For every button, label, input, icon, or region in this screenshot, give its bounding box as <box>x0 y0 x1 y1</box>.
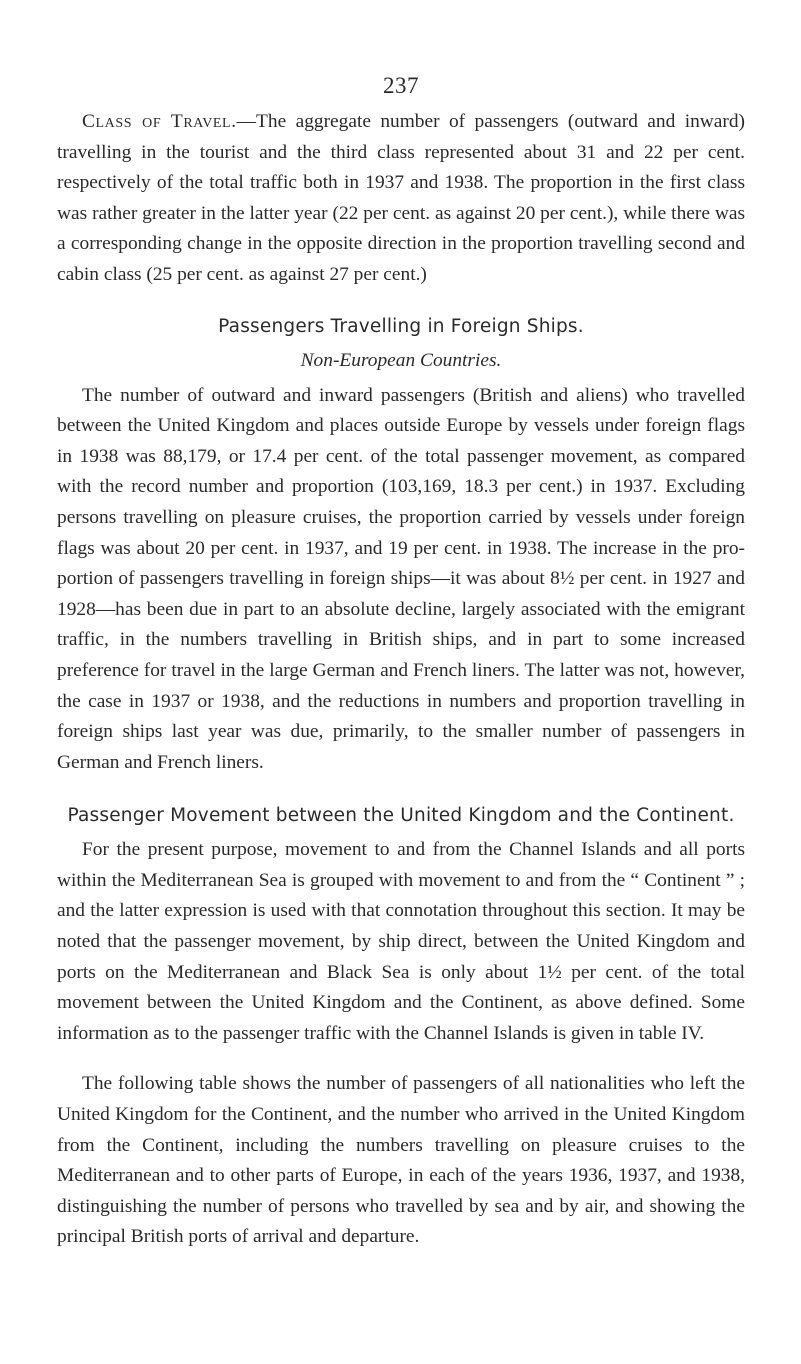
section-subheading-non-european: Non-European Countries. <box>300 349 502 371</box>
paragraph-lead: Class of Travel. <box>82 111 237 132</box>
section-heading-foreign-ships: Passengers Travelling in Foreign Ships. <box>218 315 584 337</box>
document-page <box>57 0 745 1253</box>
table-intro-paragraph: The following table shows the number of passengers of all nationalities who left the United Kingdom for the Continent, and the number who arrived in the United Kingdom from the Continent, including the numbers travelling on pleasure cruises to the Mediterranean and to other parts of Europe, in each of the years 1936, 1937, and 1938, distinguishing the number of persons who travelled by sea and by air, and showing the principal British ports of arrival and departure. <box>57 1073 745 1248</box>
foreign-ships-paragraph: The number of outward and inward passengers (British and aliens) who travelled between the United Kingdom and places outside Europe by vessels under foreign flags in 1938 was 88,179, or 17.4 per cent. of the total passenger movement, as compared with the record number and proportion (103,169, 18.3 per cent.) in 1937. Excluding persons travelling on pleasure cruises, the proportion carried by vessels under foreign flags was about 20 per cent. in 1937, and 19 per cent. in 1938. The increase in the pro-portion of passengers travelling in foreign ships—it was about 8½ per cent. in 1927 and 1928—has been due in part to an absolute decline, largely associated with the emigrant traffic, in the numbers travelling in British ships, and in part to some increased preference for travel in the large German and French liners. The latter was not, however, the case in 1937 or 1938, and the reductions in numbers and proportion travelling in foreign ships last year was due, primarily, to the smaller number of passengers in German and French liners. <box>57 384 745 773</box>
continent-paragraph: For the present purpose, movement to and from the Channel Islands and all ports within the Mediterranean Sea is grouped with movement to and from the “ Continent ” ; and the latter expression is used with that connotation throughout this section. It may be noted that the passenger movement, by ship direct, between the United Kingdom and ports on the Mediterranean and Black Sea is only about 1½ per cent. of the total movement between the United Kingdom and the Continent, as above defined. Some information as to the passenger traffic with the Channel Islands is given in table IV. <box>57 839 745 1044</box>
section-heading-continent: Passenger Movement between the United Kingdom and the Continent. <box>67 805 735 827</box>
paragraph-text: —The aggregate number of passengers (outward and inward) travelling in the tourist and the third class represented about 31 and 22 per cent. respectively of the total traffic both in 1937 and 1938. The proportion in the first class was rather greater in the latter year (22 per cent. as against 20 per cent.), while there was a corresponding change in the opposite direction in the proportion travelling second and cabin class (25 per cent. as against 27 per cent.) <box>57 111 745 285</box>
page-number: 237 <box>383 73 419 98</box>
class-of-travel-paragraph <box>57 107 745 291</box>
